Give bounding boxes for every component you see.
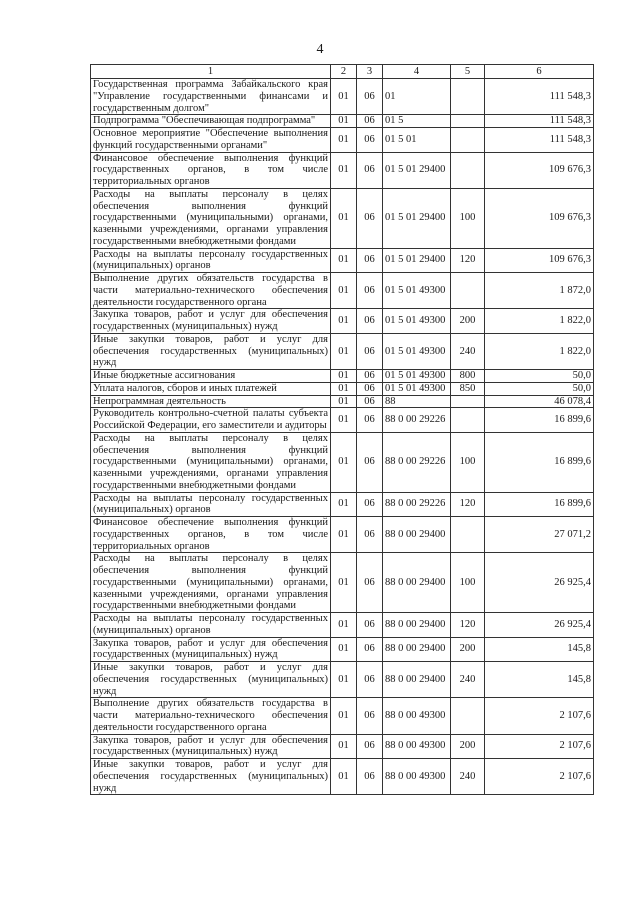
cell-name: Государственная программа Забайкальского края "Управление государственными финансами и государственным долгом" xyxy=(91,79,331,115)
cell-subsection: 06 xyxy=(357,492,383,517)
cell-target-code: 01 5 01 29400 xyxy=(383,248,451,273)
cell-amount: 26 925,4 xyxy=(485,613,594,638)
cell-expense-type xyxy=(451,698,485,734)
cell-expense-type: 240 xyxy=(451,662,485,698)
cell-target-code: 88 0 00 29226 xyxy=(383,432,451,492)
cell-amount: 2 107,6 xyxy=(485,759,594,795)
cell-expense-type: 120 xyxy=(451,492,485,517)
cell-expense-type xyxy=(451,273,485,309)
table-row xyxy=(91,370,594,383)
cell-expense-type xyxy=(451,79,485,115)
cell-name: Закупка товаров, работ и услуг для обеспечения государственных (муниципальных) нужд xyxy=(91,637,331,662)
cell-amount: 109 676,3 xyxy=(485,248,594,273)
cell-amount: 109 676,3 xyxy=(485,152,594,188)
cell-subsection: 06 xyxy=(357,613,383,638)
cell-section: 01 xyxy=(331,382,357,395)
cell-section: 01 xyxy=(331,637,357,662)
cell-name: Иные закупки товаров, работ и услуг для обеспечения государственных (муниципальных) нужд xyxy=(91,759,331,795)
cell-amount: 145,8 xyxy=(485,662,594,698)
cell-subsection: 06 xyxy=(357,432,383,492)
cell-expense-type: 120 xyxy=(451,248,485,273)
header-col-csr: 4 xyxy=(383,65,451,79)
cell-section: 01 xyxy=(331,395,357,408)
cell-amount: 50,0 xyxy=(485,382,594,395)
cell-expense-type xyxy=(451,517,485,553)
cell-target-code: 88 0 00 29226 xyxy=(383,492,451,517)
cell-section: 01 xyxy=(331,79,357,115)
cell-section: 01 xyxy=(331,432,357,492)
cell-expense-type: 240 xyxy=(451,759,485,795)
cell-subsection: 06 xyxy=(357,553,383,613)
cell-section: 01 xyxy=(331,333,357,369)
cell-name: Расходы на выплаты персоналу в целях обеспечения выполнения функций государственными (муниципальными) органами, казенными учреждениями, органами управления государственными внебюджетными фондами xyxy=(91,188,331,248)
cell-expense-type: 200 xyxy=(451,637,485,662)
table-row xyxy=(91,492,594,517)
table-row xyxy=(91,662,594,698)
cell-section: 01 xyxy=(331,662,357,698)
table-row xyxy=(91,517,594,553)
cell-target-code: 88 xyxy=(383,395,451,408)
cell-section: 01 xyxy=(331,698,357,734)
cell-target-code: 01 5 01 49300 xyxy=(383,309,451,334)
table-row xyxy=(91,333,594,369)
cell-amount: 1 822,0 xyxy=(485,333,594,369)
table-row xyxy=(91,734,594,759)
cell-expense-type: 100 xyxy=(451,188,485,248)
cell-subsection: 06 xyxy=(357,395,383,408)
cell-target-code: 01 5 01 29400 xyxy=(383,152,451,188)
header-col-name: 1 xyxy=(91,65,331,79)
cell-name: Иные закупки товаров, работ и услуг для обеспечения государственных (муниципальных) нужд xyxy=(91,662,331,698)
cell-section: 01 xyxy=(331,734,357,759)
cell-section: 01 xyxy=(331,273,357,309)
cell-subsection: 06 xyxy=(357,128,383,153)
cell-amount: 16 899,6 xyxy=(485,432,594,492)
cell-target-code: 88 0 00 29400 xyxy=(383,662,451,698)
cell-section: 01 xyxy=(331,613,357,638)
cell-target-code: 01 5 01 49300 xyxy=(383,273,451,309)
table-row xyxy=(91,637,594,662)
page-number: 4 xyxy=(316,42,324,57)
cell-expense-type: 240 xyxy=(451,333,485,369)
cell-subsection: 06 xyxy=(357,698,383,734)
cell-name: Руководитель контрольно-счетной палаты субъекта Российской Федерации, его заместители и аудиторы xyxy=(91,408,331,433)
cell-section: 01 xyxy=(331,128,357,153)
cell-expense-type: 120 xyxy=(451,613,485,638)
cell-section: 01 xyxy=(331,408,357,433)
cell-subsection: 06 xyxy=(357,273,383,309)
cell-amount: 27 071,2 xyxy=(485,517,594,553)
cell-expense-type xyxy=(451,152,485,188)
cell-name: Подпрограмма "Обеспечивающая подпрограмма" xyxy=(91,115,331,128)
cell-target-code: 88 0 00 29226 xyxy=(383,408,451,433)
cell-amount: 109 676,3 xyxy=(485,188,594,248)
cell-name: Закупка товаров, работ и услуг для обеспечения государственных (муниципальных) нужд xyxy=(91,734,331,759)
table-row xyxy=(91,115,594,128)
cell-amount: 1 872,0 xyxy=(485,273,594,309)
table-row xyxy=(91,613,594,638)
cell-subsection: 06 xyxy=(357,115,383,128)
cell-target-code: 01 5 01 49300 xyxy=(383,333,451,369)
cell-amount: 111 548,3 xyxy=(485,79,594,115)
cell-name: Закупка товаров, работ и услуг для обеспечения государственных (муниципальных) нужд xyxy=(91,309,331,334)
cell-amount: 16 899,6 xyxy=(485,492,594,517)
table-row xyxy=(91,79,594,115)
cell-subsection: 06 xyxy=(357,370,383,383)
cell-target-code: 01 xyxy=(383,79,451,115)
cell-subsection: 06 xyxy=(357,759,383,795)
table-row xyxy=(91,188,594,248)
header-col-sum: 6 xyxy=(485,65,594,79)
cell-target-code: 01 5 01 49300 xyxy=(383,370,451,383)
cell-amount: 1 822,0 xyxy=(485,309,594,334)
cell-subsection: 06 xyxy=(357,662,383,698)
cell-target-code: 88 0 00 29400 xyxy=(383,613,451,638)
cell-amount: 145,8 xyxy=(485,637,594,662)
cell-name: Иные бюджетные ассигнования xyxy=(91,370,331,383)
cell-amount: 2 107,6 xyxy=(485,698,594,734)
cell-section: 01 xyxy=(331,115,357,128)
cell-target-code: 01 5 01 49300 xyxy=(383,382,451,395)
table-body xyxy=(91,79,594,795)
cell-expense-type: 200 xyxy=(451,309,485,334)
cell-name: Расходы на выплаты персоналу в целях обеспечения выполнения функций государственными (муниципальными) органами, казенными учреждениями, органами управления государственными внебюджетными фондами xyxy=(91,432,331,492)
cell-name: Непрограммная деятельность xyxy=(91,395,331,408)
cell-amount: 16 899,6 xyxy=(485,408,594,433)
cell-target-code: 01 5 01 29400 xyxy=(383,188,451,248)
cell-target-code: 88 0 00 49300 xyxy=(383,759,451,795)
header-col-vr: 5 xyxy=(451,65,485,79)
cell-expense-type: 100 xyxy=(451,432,485,492)
cell-section: 01 xyxy=(331,370,357,383)
cell-section: 01 xyxy=(331,517,357,553)
cell-section: 01 xyxy=(331,309,357,334)
cell-expense-type xyxy=(451,128,485,153)
cell-expense-type xyxy=(451,115,485,128)
cell-expense-type xyxy=(451,408,485,433)
table-row xyxy=(91,382,594,395)
cell-section: 01 xyxy=(331,553,357,613)
cell-name: Расходы на выплаты персоналу государственных (муниципальных) органов xyxy=(91,613,331,638)
cell-subsection: 06 xyxy=(357,79,383,115)
cell-name: Расходы на выплаты персоналу государственных (муниципальных) органов xyxy=(91,248,331,273)
cell-name: Уплата налогов, сборов и иных платежей xyxy=(91,382,331,395)
cell-subsection: 06 xyxy=(357,152,383,188)
cell-name: Выполнение других обязательств государства в части материально-технического обеспечения деятельности государственного органа xyxy=(91,698,331,734)
cell-target-code: 88 0 00 29400 xyxy=(383,517,451,553)
table-row xyxy=(91,432,594,492)
cell-subsection: 06 xyxy=(357,188,383,248)
cell-section: 01 xyxy=(331,759,357,795)
cell-target-code: 01 5 01 xyxy=(383,128,451,153)
table-row xyxy=(91,152,594,188)
cell-subsection: 06 xyxy=(357,637,383,662)
cell-expense-type: 100 xyxy=(451,553,485,613)
table-row xyxy=(91,128,594,153)
cell-name: Финансовое обеспечение выполнения функций государственных органов, в том числе территориальных органов xyxy=(91,152,331,188)
cell-subsection: 06 xyxy=(357,248,383,273)
header-col-rz: 2 xyxy=(331,65,357,79)
table-row xyxy=(91,553,594,613)
table-row xyxy=(91,273,594,309)
cell-expense-type: 850 xyxy=(451,382,485,395)
cell-name: Расходы на выплаты персоналу государственных (муниципальных) органов xyxy=(91,492,331,517)
cell-name: Основное мероприятие "Обеспечение выполнения функций государственными органами" xyxy=(91,128,331,153)
table-row xyxy=(91,309,594,334)
table-row xyxy=(91,698,594,734)
cell-target-code: 88 0 00 49300 xyxy=(383,698,451,734)
cell-amount: 46 078,4 xyxy=(485,395,594,408)
header-row xyxy=(91,65,594,79)
table-row xyxy=(91,759,594,795)
table-row xyxy=(91,408,594,433)
cell-section: 01 xyxy=(331,152,357,188)
cell-amount: 111 548,3 xyxy=(485,128,594,153)
cell-target-code: 01 5 xyxy=(383,115,451,128)
cell-expense-type: 800 xyxy=(451,370,485,383)
cell-subsection: 06 xyxy=(357,734,383,759)
cell-target-code: 88 0 00 49300 xyxy=(383,734,451,759)
cell-section: 01 xyxy=(331,248,357,273)
cell-amount: 2 107,6 xyxy=(485,734,594,759)
table-row xyxy=(91,395,594,408)
cell-subsection: 06 xyxy=(357,309,383,334)
cell-name: Выполнение других обязательств государства в части материально-технического обеспечения деятельности государственного органа xyxy=(91,273,331,309)
cell-target-code: 88 0 00 29400 xyxy=(383,553,451,613)
cell-expense-type: 200 xyxy=(451,734,485,759)
cell-amount: 26 925,4 xyxy=(485,553,594,613)
cell-name: Иные закупки товаров, работ и услуг для обеспечения государственных (муниципальных) нужд xyxy=(91,333,331,369)
cell-target-code: 88 0 00 29400 xyxy=(383,637,451,662)
table-row xyxy=(91,248,594,273)
cell-name: Расходы на выплаты персоналу в целях обеспечения выполнения функций государственными (муниципальными) органами, казенными учреждениями, органами управления государственными внебюджетными фондами xyxy=(91,553,331,613)
cell-subsection: 06 xyxy=(357,382,383,395)
cell-subsection: 06 xyxy=(357,333,383,369)
header-col-pr: 3 xyxy=(357,65,383,79)
cell-section: 01 xyxy=(331,492,357,517)
cell-subsection: 06 xyxy=(357,408,383,433)
cell-name: Финансовое обеспечение выполнения функций государственных органов, в том числе территориальных органов xyxy=(91,517,331,553)
cell-amount: 111 548,3 xyxy=(485,115,594,128)
cell-subsection: 06 xyxy=(357,517,383,553)
cell-expense-type xyxy=(451,395,485,408)
budget-table xyxy=(90,64,594,795)
cell-amount: 50,0 xyxy=(485,370,594,383)
cell-section: 01 xyxy=(331,188,357,248)
